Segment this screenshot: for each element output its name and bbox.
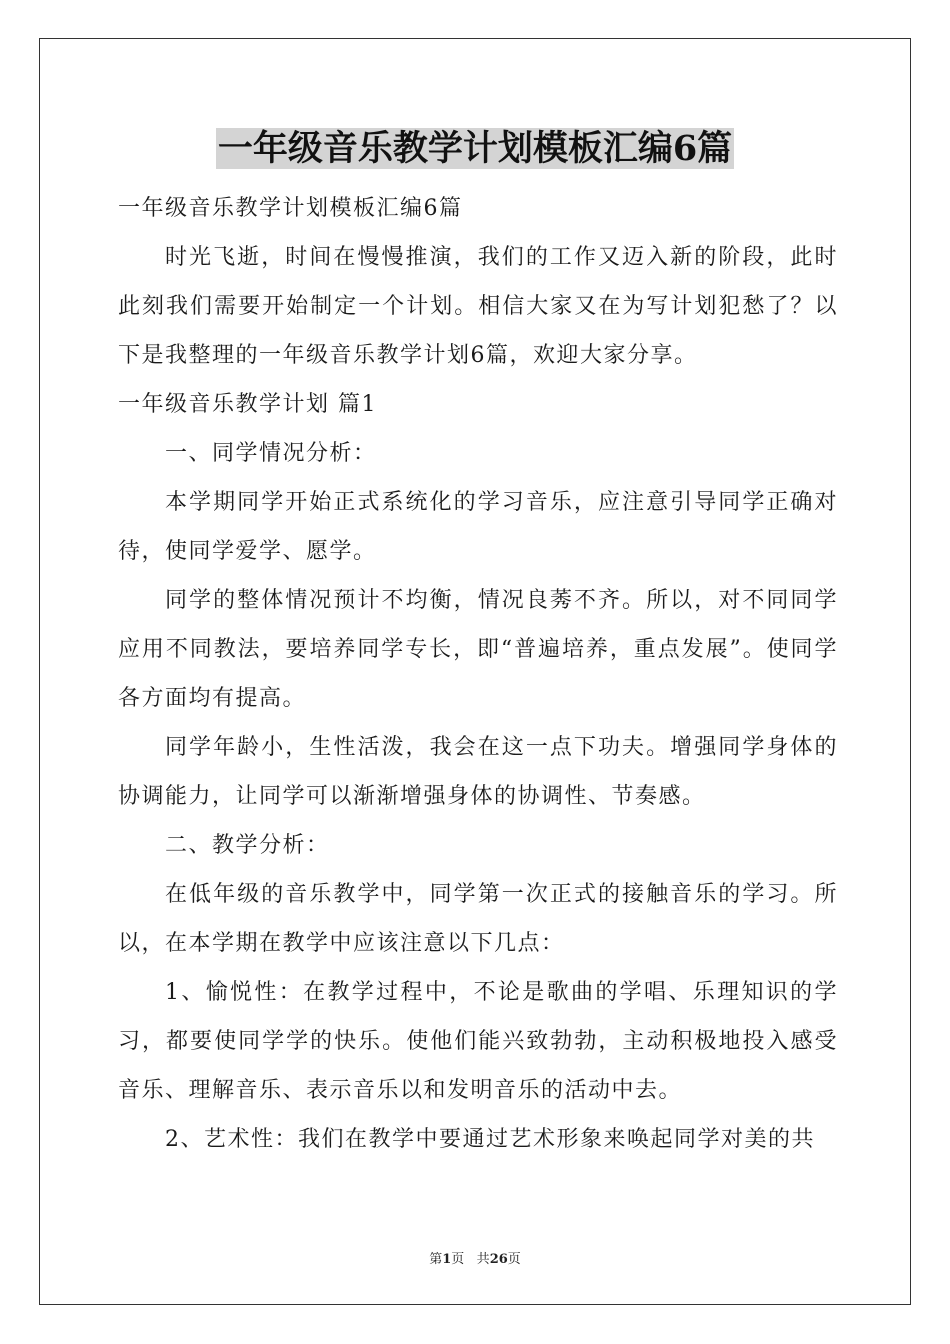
body-paragraph: 时光飞逝，时间在慢慢推演，我们的工作又迈入新的阶段，此时此刻我们需要开始制定一个计划。相信大家又在为写计划犯愁了？以下是我整理的一年级音乐教学计划6篇，欢迎大家分享。 bbox=[118, 245, 838, 368]
body-paragraph: 2、艺术性：我们在教学中要通过艺术形象来唤起同学对美的共 bbox=[165, 1127, 815, 1152]
body-paragraph: 本学期同学开始正式系统化的学习音乐，应注意引导同学正确对待，使同学爱学、愿学。 bbox=[118, 490, 838, 564]
body-paragraph: 一、同学情况分析： bbox=[165, 441, 377, 466]
page-footer bbox=[0, 1248, 950, 1267]
body-paragraph: 二、教学分析： bbox=[165, 833, 330, 858]
body-paragraph: 同学的整体情况预计不均衡，情况良莠不齐。所以，对不同同学应用不同教法，要培养同学专长，即“普遍培养，重点发展”。使同学各方面均有提高。 bbox=[118, 588, 838, 711]
body-paragraph: 在低年级的音乐教学中，同学第一次正式的接触音乐的学习。所以，在本学期在教学中应该注意以下几点： bbox=[118, 882, 838, 956]
document-title-text: 一年级音乐教学计划模板汇编6篇 bbox=[217, 128, 733, 169]
body-paragraph: 同学年龄小，生性活泼，我会在这一点下功夫。增强同学身体的协调能力，让同学可以渐渐增强身体的协调性、节奏感。 bbox=[118, 735, 838, 809]
section-heading: 一年级音乐教学计划模板汇编6篇 bbox=[118, 196, 463, 221]
section-heading: 一年级音乐教学计划 篇1 bbox=[118, 392, 377, 417]
footer-page-current: 1 bbox=[442, 1252, 452, 1267]
footer-total-prefix: 共 bbox=[476, 1252, 490, 1267]
document-title bbox=[0, 126, 950, 172]
footer-page-total: 26 bbox=[489, 1252, 508, 1267]
body-paragraph: 1、愉悦性：在教学过程中，不论是歌曲的学唱、乐理知识的学习，都要使同学学的快乐。使他们能兴致勃勃，主动积极地投入感受音乐、理解音乐、表示音乐以和发明音乐的活动中去。 bbox=[118, 980, 838, 1103]
footer-total-suffix: 页 bbox=[507, 1252, 521, 1267]
document-body bbox=[118, 184, 838, 1164]
footer-page-suffix: 页 bbox=[451, 1252, 465, 1267]
footer-page-prefix: 第 bbox=[429, 1252, 443, 1267]
